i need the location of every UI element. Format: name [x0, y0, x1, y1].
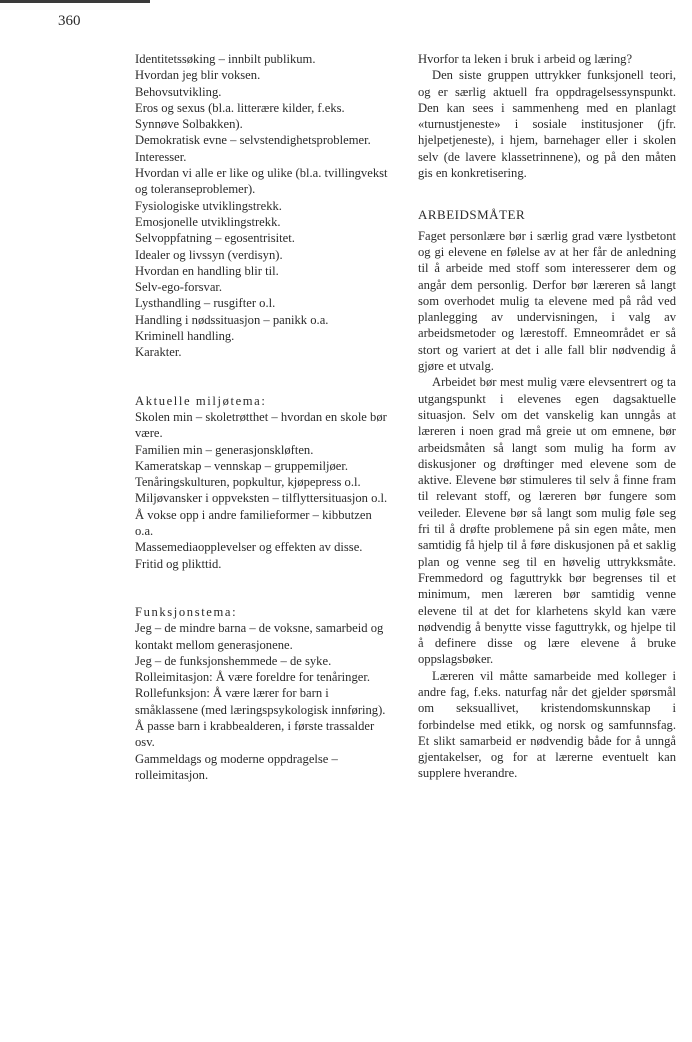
list-item: Kameratskap – vennskap – gruppemiljøer.	[135, 458, 348, 473]
list-item: Identitetssøking – innbilt publikum.	[135, 52, 316, 66]
list-item: Jeg – de funksjonshemmede – de syke.	[135, 653, 332, 668]
left-column	[135, 51, 390, 783]
list-item: Å vokse opp i andre familieformer – kibbutzen o.a.	[135, 507, 372, 539]
list-item: Emosjonelle utviklingstrekk.	[135, 214, 281, 229]
page-number: 360	[58, 13, 81, 29]
list-item: Eros og sexus (bl.a. litterære kilder, f.eks. Synnøve Solbakken).	[135, 100, 345, 132]
body-paragraph: Arbeidet bør mest mulig være elevsentrert og ta utgangspunkt i elevenes egen dagsaktuelle situasjon. Selv om det vanskelig kan unngås at læreren i noen grad må greie ut om emnene, bør arbeidsmåten så langt som mulig ha form av diskusjoner og drøftinger med elevene som de aktive. Elevene bør stimuleres til selv å finne fram til relevant stoff, og læreren bør fungere som veileder. Elevene bør så langt som mulig føle seg fri til å drøfte problemene på sin egen måte, men samtidig få hjelp til å føre diskusjonen på et saklig plan og venne seg til en høvelig uttrykksmåte. Fremmedord og faguttrykk bør begrenses til et minimum, men læreren bør samtidig venne elevene til at det for klarhetens skyld kan være nødvendig å benytte visse faguttrykk, og hjelpe til å definere disse og lære elevene å bruke oppslagsbøker.	[418, 375, 676, 667]
topic-list-personal	[135, 51, 390, 361]
top-rule	[0, 0, 150, 3]
list-item: Skolen min – skoletrøtthet – hvordan en skole bør være.	[135, 409, 387, 441]
list-item: Karakter.	[135, 345, 182, 360]
intro-paragraph: Den siste gruppen uttrykker funksjonell teori, og er særlig aktuell fra oppdragelsessynspunkt. Den kan sees i sammenheng med en planlagt «turnustjeneste» i sosiale institusjoner (jfr. hjelpetjeneste), i hjem, barnehager eller i skolen selv (de lavere klassetrinnene), og på den måten gis en konkretisering.	[418, 68, 676, 181]
heading-funksjonstema: Funksjonstema:	[135, 604, 238, 619]
list-item: Hvordan vi alle er like og ulike (bl.a. tvillingvekst og toleranseproblemer).	[135, 166, 388, 197]
section-gap	[135, 572, 390, 604]
section-gap	[135, 361, 390, 393]
list-item: Hvordan jeg blir voksen.	[135, 68, 261, 83]
list-item: Idealer og livssyn (verdisyn).	[135, 247, 283, 262]
list-item: Interesser.	[135, 149, 187, 164]
topic-list-funksjon	[135, 620, 390, 783]
topic-list-miljo	[135, 409, 390, 572]
list-item: Fysiologiske utviklingstrekk.	[135, 198, 282, 213]
list-item: Massemediaopplevelser og effekten av disse.	[135, 540, 363, 555]
list-item: Selv-ego-forsvar.	[135, 280, 223, 295]
list-item: Lysthandling – rusgifter o.l.	[135, 296, 276, 311]
list-item: Rolleimitasjon: Å være foreldre for tenåringer.	[135, 670, 371, 685]
list-item: Rollefunksjon: Å være lærer for barn i småklassene (med læringspsykologisk innføring).	[135, 686, 386, 717]
list-item: Tenåringskulturen, popkultur, kjøpepress o.l.	[135, 475, 361, 490]
heading-miljotema: Aktuelle miljøtema:	[135, 393, 267, 408]
section-gap	[418, 181, 676, 207]
body-paragraph: Faget personlære bør i særlig grad være lystbetont og gi elevene en følelse av at her får de anledning til å arbeide med stoff som interesserer dem og angår dem personlig. Derfor bør læreren så langt som overhodet mulig ta elevene med på råd ved planlegging av undervisningen, i valg av arbeidsmetoder og lærestoff. Emneområdet er så stort og variert at det i alle fall blir nødvendig å gjøre et utvalg.	[418, 228, 676, 374]
list-item: Demokratisk evne – selvstendighetsproblemer.	[135, 133, 371, 148]
list-item: Handling i nødssituasjon – panikk o.a.	[135, 312, 329, 327]
section-heading: ARBEIDSMÅTER	[418, 207, 526, 223]
list-item: Gammeldags og moderne oppdragelse – rolleimitasjon.	[135, 751, 338, 782]
intro-question: Hvorfor ta leken i bruk i arbeid og læring?	[418, 52, 633, 66]
list-item: Fritid og plikttid.	[135, 556, 222, 571]
right-column	[418, 51, 676, 782]
body-paragraph: Læreren vil måtte samarbeide med kolleger i andre fag, f.eks. naturfag når det gjelder spørsmål om seksuallivet, kristendomskunnskap i forbindelse med etikk, og norsk og samfunnsfag. Et slikt samarbeid er nødvendig både for å unngå gjentakelser, og for at lærerne eventuelt kan supplere hverandre.	[418, 668, 676, 781]
list-item: Jeg – de mindre barna – de voksne, samarbeid og kontakt mellom generasjonene.	[135, 621, 384, 652]
list-item: Hvordan en handling blir til.	[135, 263, 279, 278]
list-item: Familien min – generasjonskløften.	[135, 442, 314, 457]
list-item: Miljøvansker i oppveksten – tilflyttersituasjon o.l.	[135, 491, 388, 506]
list-item: Selvoppfatning – egosentrisitet.	[135, 231, 295, 246]
list-item: Å passe barn i krabbealderen, i første trassalder osv.	[135, 718, 375, 750]
list-item: Kriminell handling.	[135, 329, 235, 344]
list-item: Behovsutvikling.	[135, 84, 222, 99]
